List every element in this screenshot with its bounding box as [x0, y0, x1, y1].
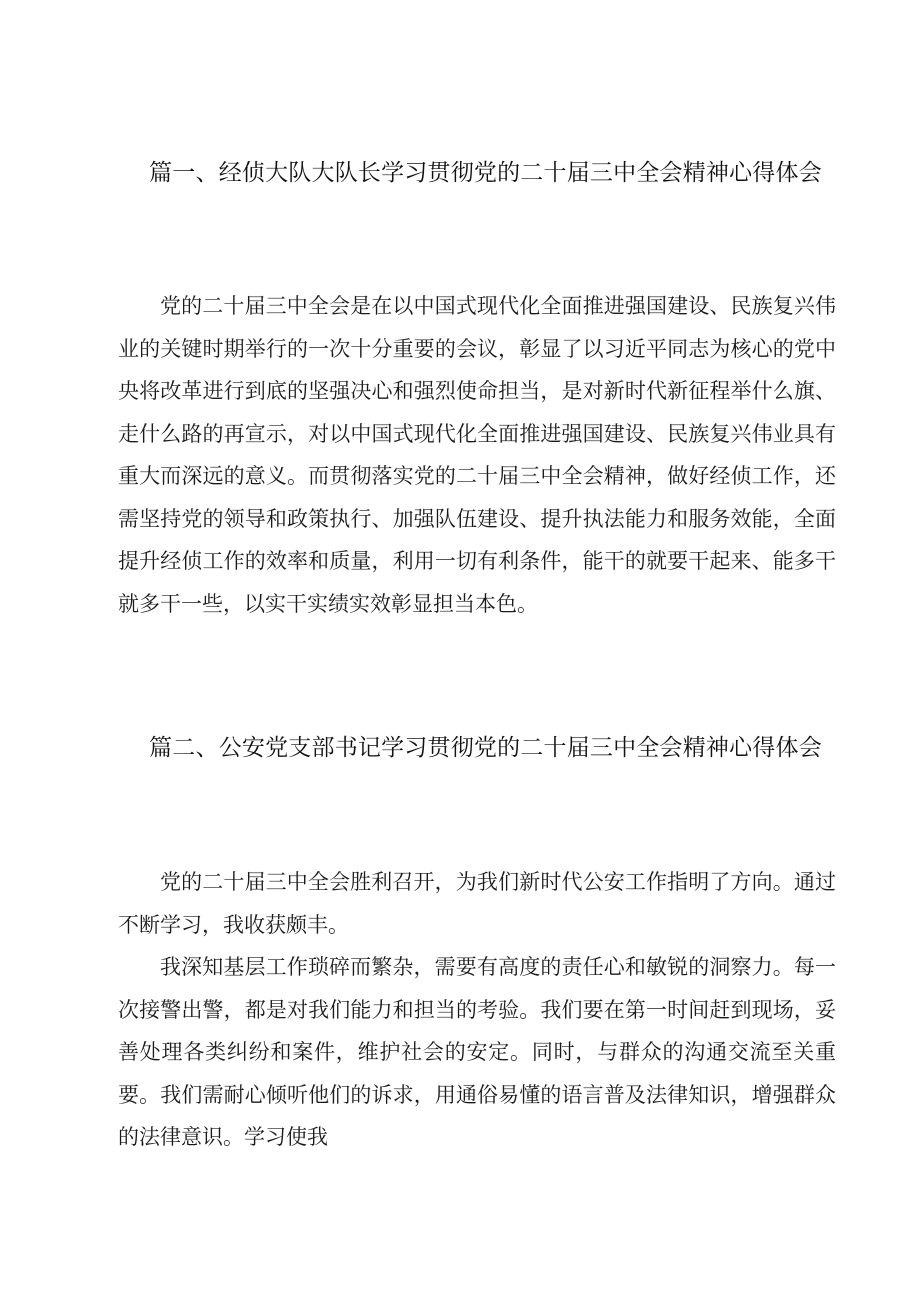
section-1-paragraph-1: 党的二十届三中全会是在以中国式现代化全面推进强国建设、民族复兴伟业的关键时期举行的一次十分重要的会议，彰显了以习近平同志为核心的党中央将改革进行到底的坚强决心和强烈使命担当，是对新时代新征程举什么旗、走什么路的再宣示，对以中国式现代化全面推进强国建设、民族复兴伟业具有重大而深远的意义。而贯彻落实党的二十届三中全会精神，做好经侦工作，还需坚持党的领导和政策执行、加强队伍建设、提升执法能力和服务效能，全面提升经侦工作的效率和质量，利用一切有利条件，能干的就要干起来、能多干就多干一些，以实干实绩实效彰显担当本色。 [118, 294, 836, 616]
section-2-paragraph-2: 我深知基层工作琐碎而繁杂，需要有高度的责任心和敏锐的洞察力。每一次接警出警，都是对我们能力和担当的考验。我们要在第一时间赶到现场，妥善处理各类纠纷和案件，维护社会的安定。同时，与群众的沟通交流至关重要。我们需耐心倾听他们的诉求，用通俗易懂的语言普及法律知识，增强群众的法律意识。学习使我 [118, 955, 836, 1149]
section-2-title: 篇二、公安党支部书记学习贯彻党的二十届三中全会精神心得体会 [149, 735, 822, 761]
section-1-title: 篇一、经侦大队大队长学习贯彻党的二十届三中全会精神心得体会 [149, 160, 822, 186]
section-2-paragraph-1: 党的二十届三中全会胜利召开，为我们新时代公安工作指明了方向。通过不断学习，我收获颇丰。 [118, 870, 836, 937]
